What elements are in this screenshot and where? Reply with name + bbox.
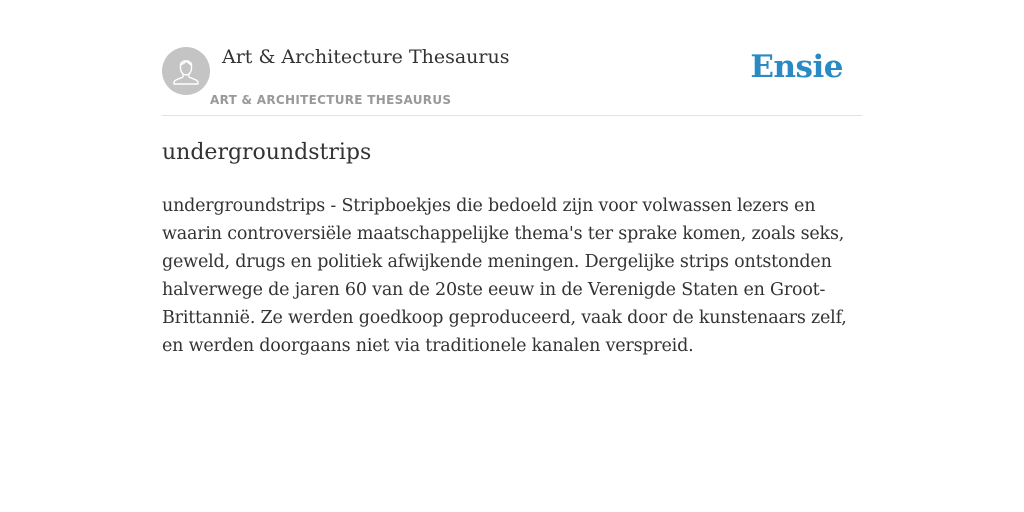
header [162,0,862,116]
page-container [162,0,862,356]
user-silhouette-icon [162,47,210,95]
ensie-logo[interactable]: Ensie [750,49,843,85]
avatar[interactable] [162,47,210,95]
source-name[interactable]: Art & Architecture Thesaurus [222,46,510,68]
entry-definition: undergroundstrips - Stripboekjes die bedoeld zijn voor volwassen lezers en waarin controversiële maatschappelijke thema's ter sprake komen, zoals seks, geweld, drugs en politiek afwijkende meningen. Dergelijke strips ontstonden halverwege de jaren 60 van de 20ste eeuw in de Verenigde Staten en Groot-Brittannië. Ze werden goedkoop geproduceerd, vaak door de kunstenaars zelf, en werden doorgaans niet via traditionele kanalen verspreid. [162,196,847,356]
entry-term: undergroundstrips [162,140,372,165]
source-subtitle[interactable]: ART & ARCHITECTURE THESAURUS [210,93,452,107]
